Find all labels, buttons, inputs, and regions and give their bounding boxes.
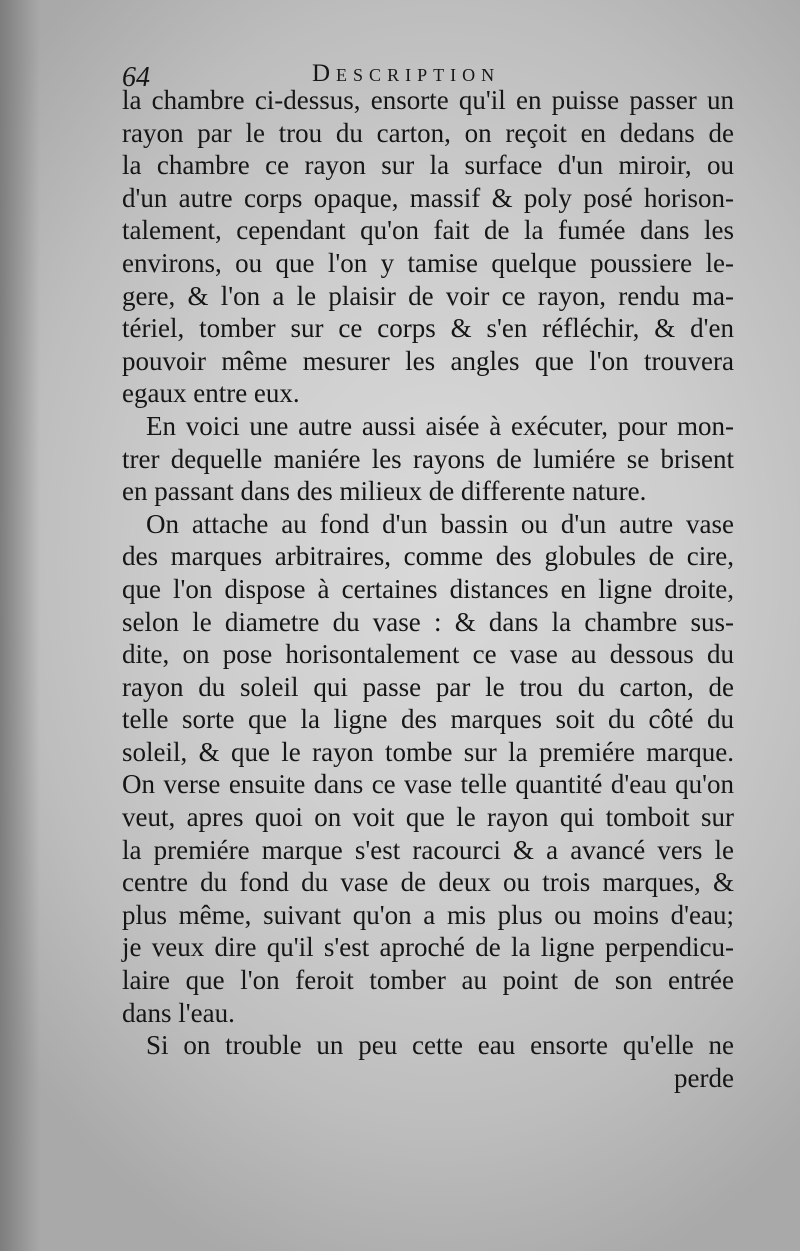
text-line: dite, on pose horisontalement ce vase au dessous du xyxy=(122,639,734,670)
text-line: soleil, & que le rayon tombe sur la premiére marque. xyxy=(122,736,734,767)
text-line: je veux dire qu'il s'est aproché de la ligne perpendicu- xyxy=(122,932,734,963)
page-number: 64 xyxy=(122,62,150,93)
text-line: environs, ou que l'on y tamise quelque poussiere le- xyxy=(122,247,734,278)
text-line: trer dequelle maniére les rayons de lumiére se brisent xyxy=(122,443,734,474)
text-line: rayon du soleil qui passe par le trou du carton, de xyxy=(122,671,734,702)
text-line: la premiére marque s'est racourci & a avancé vers le xyxy=(122,834,734,865)
text-line: gere, & l'on a le plaisir de voir ce rayon, rendu ma- xyxy=(122,280,734,311)
text-line: des marques arbitraires, comme des globules de cire, xyxy=(122,541,734,572)
text-line: la chambre ce rayon sur la surface d'un miroir, ou xyxy=(122,150,734,181)
text-line: la chambre ci-dessus, ensorte qu'il en puisse passer un xyxy=(122,85,734,115)
text-line: laire que l'on feroit tomber au point de son entrée xyxy=(122,965,734,996)
text-line: egaux entre eux. xyxy=(122,378,300,409)
text-line: que l'on dispose à certaines distances en ligne droite, xyxy=(122,573,734,604)
text-line: On verse ensuite dans ce vase telle quantité d'eau qu'on xyxy=(122,769,734,800)
text-line: talement, cependant qu'on fait de la fumée dans les xyxy=(122,215,734,246)
text-line: rayon par le trou du carton, on reçoit en dedans de xyxy=(122,117,734,148)
text-line: selon le diametre du vase : & dans la chambre sus- xyxy=(122,606,734,637)
body-text xyxy=(122,84,734,1094)
running-title: Description xyxy=(312,60,501,87)
paragraph-start-line: En voici une autre aussi aisée à exécuter, pour mon- xyxy=(146,410,734,441)
text-line: centre du fond du vase de deux ou trois marques, & xyxy=(122,867,734,898)
catchword: perde xyxy=(674,1062,734,1093)
text-line: dans l'eau. xyxy=(122,997,235,1028)
text-line: veut, apres quoi on voit que le rayon qui tomboit sur xyxy=(122,802,734,833)
text-line: plus même, suivant qu'on a mis plus ou moins d'eau; xyxy=(122,899,734,930)
text-line: telle sorte que la ligne des marques soit du côté du xyxy=(122,704,734,735)
text-line: d'un autre corps opaque, massif & poly posé horison- xyxy=(122,182,734,213)
paragraph-start-line: On attache au fond d'un bassin ou d'un autre vase xyxy=(146,508,734,539)
text-line: tériel, tomber sur ce corps & s'en réfléchir, & d'en xyxy=(122,313,734,344)
paragraph-start-line: Si on trouble un peu cette eau ensorte qu'elle ne xyxy=(146,1030,734,1061)
text-line: pouvoir même mesurer les angles que l'on trouvera xyxy=(122,345,734,376)
text-line: en passant dans des milieux de differente nature. xyxy=(122,476,647,507)
